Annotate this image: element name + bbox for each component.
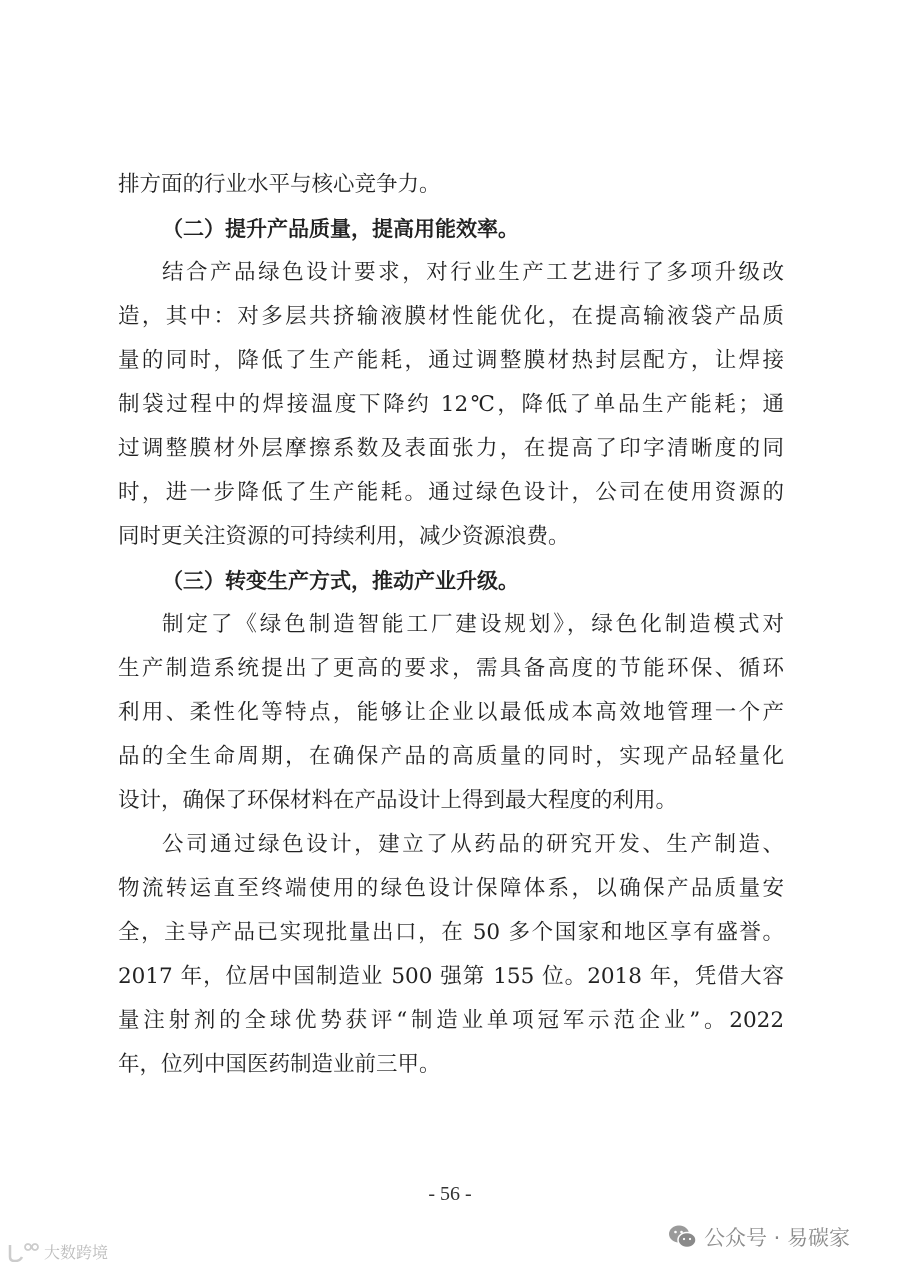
paragraph-line: 排方面的行业水平与核心竞争力。 bbox=[118, 172, 441, 197]
wechat-watermark bbox=[668, 1222, 850, 1252]
paragraph-line: 时，进一步降低了生产能耗。通过绿色设计，公司在使用资源的 bbox=[118, 480, 784, 505]
paragraph-line: 全，主导产品已实现批量出口，在 50 多个国家和地区享有盛誉。 bbox=[118, 920, 784, 945]
page-number: - 56 - bbox=[428, 1183, 472, 1205]
paragraph-line: 品的全生命周期，在确保产品的高质量的同时，实现产品轻量化 bbox=[118, 744, 784, 769]
paragraph-line: 同时更关注资源的可持续利用，减少资源浪费。 bbox=[118, 524, 570, 549]
paragraph-line: 生产制造系统提出了更高的要求，需具备高度的节能环保、循环 bbox=[118, 656, 784, 681]
section-heading: （二）提升产品质量，提高用能效率。 bbox=[162, 217, 519, 241]
paragraph-line: 量的同时，降低了生产能耗，通过调整膜材热封层配方，让焊接 bbox=[118, 348, 784, 373]
paragraph-line: 量注射剂的全球优势获评“制造业单项冠军示范企业”。2022 bbox=[118, 1008, 784, 1033]
document-body bbox=[118, 168, 784, 1092]
section-heading: （三）转变生产方式，推动产业升级。 bbox=[162, 569, 519, 593]
paragraph-line: 制定了《绿色制造智能工厂建设规划》，绿色化制造模式对 bbox=[162, 612, 784, 637]
watermark-logo-text: 大数跨境 bbox=[44, 1243, 109, 1262]
paragraph-line: 2017 年，位居中国制造业 500 强第 155 位。2018 年，凭借大容 bbox=[118, 964, 784, 989]
paragraph-line: 利用、柔性化等特点，能够让企业以最低成本高效地管理一个产 bbox=[118, 700, 784, 725]
paragraph-line: 设计，确保了环保材料在产品设计上得到最大程度的利用。 bbox=[118, 788, 678, 813]
watermark-text: 公众号 · 易碳家 bbox=[704, 1226, 851, 1250]
paragraph-line: 制袋过程中的焊接温度下降约 12℃，降低了单品生产能耗；通 bbox=[118, 392, 784, 417]
paragraph-line: 公司通过绿色设计，建立了从药品的研究开发、生产制造、 bbox=[162, 832, 784, 857]
logo-watermark bbox=[6, 1240, 108, 1263]
paragraph-line: 结合产品绿色设计要求，对行业生产工艺进行了多项升级改 bbox=[162, 260, 784, 285]
paragraph-line: 年，位列中国医药制造业前三甲。 bbox=[118, 1052, 441, 1077]
paragraph-line: 过调整膜材外层摩擦系数及表面张力，在提高了印字清晰度的同 bbox=[118, 436, 784, 461]
paragraph-line: 造，其中：对多层共挤输液膜材性能优化，在提高输液袋产品质 bbox=[118, 304, 784, 329]
paragraph-line: 物流转运直至终端使用的绿色设计保障体系，以确保产品质量安 bbox=[118, 876, 784, 901]
wechat-icon bbox=[668, 1224, 698, 1250]
logo-icon bbox=[6, 1242, 40, 1262]
